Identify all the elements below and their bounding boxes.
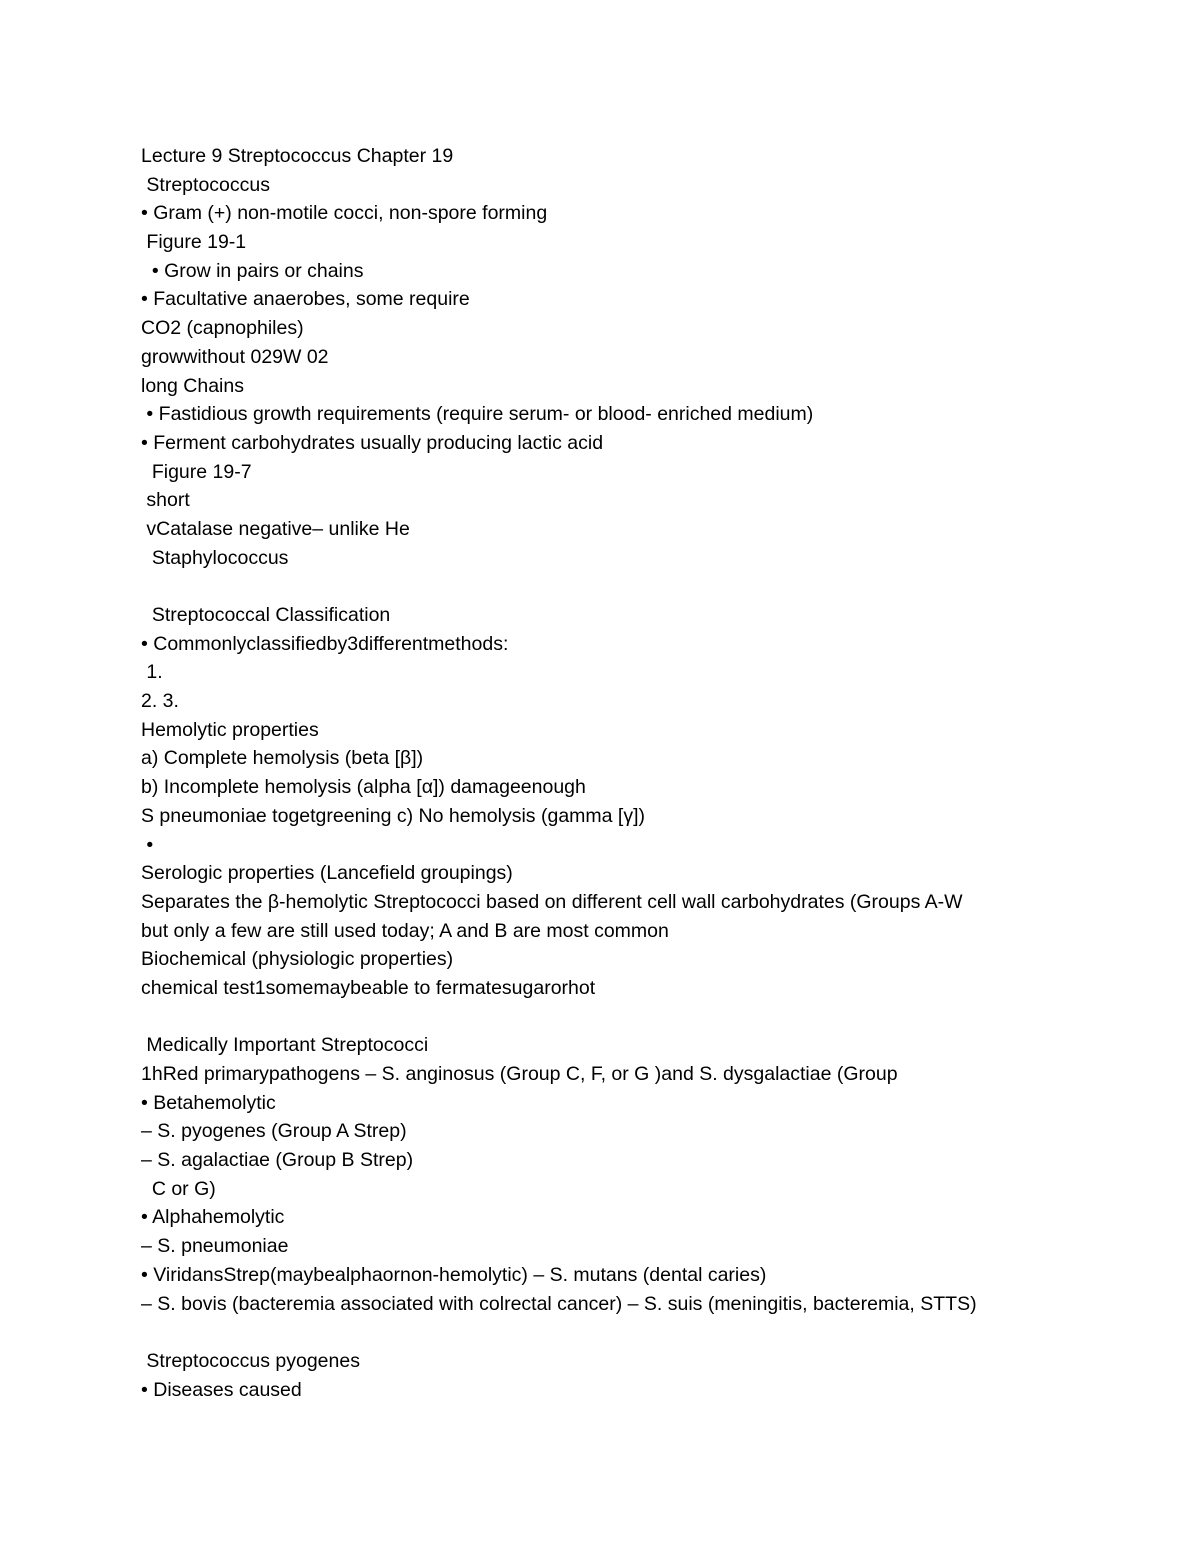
text-line: • Ferment carbohydrates usually producing lactic acid (141, 431, 604, 454)
text-line: b) Incomplete hemolysis (alpha [α]) damageenough (141, 776, 586, 799)
text-line: but only a few are still used today; A and B are most common (141, 919, 669, 942)
text-line: Streptococcus (141, 173, 270, 196)
text-line: Staphylococcus (141, 546, 289, 569)
text-line: short (141, 489, 190, 512)
text-line: – S. agalactiae (Group B Strep) (141, 1149, 414, 1172)
text-line: S pneumoniae togetgreening c) No hemolysis (gamma [γ]) (141, 804, 645, 827)
text-line: – S. pyogenes (Group A Strep) (141, 1120, 407, 1143)
text-line: • Betahemolytic (141, 1091, 276, 1114)
text-line: – S. bovis (bacteremia associated with colrectal cancer) – S. suis (meningitis, bacteremia, STTS) (141, 1292, 977, 1315)
text-line: long Chains (141, 374, 244, 397)
text-line: CO2 (capnophiles) (141, 317, 304, 340)
text-line: • Commonlyclassifiedby3differentmethods: (141, 632, 509, 655)
text-line: • Facultative anaerobes, some require (141, 288, 470, 311)
text-line: • Gram (+) non-motile cocci, non-spore forming (141, 202, 548, 225)
text-line: • Alphahemolytic (141, 1206, 285, 1229)
text-line: • Fastidious growth requirements (require serum- or blood- enriched medium) (141, 403, 814, 426)
text-line: Streptococcal Classification (141, 604, 391, 626)
text-line: vCatalase negative– unlike He (141, 517, 410, 540)
text-line: – S. pneumoniae (141, 1235, 289, 1258)
text-line: Streptococcus pyogenes (141, 1349, 360, 1372)
text-line: 2. 3. (141, 690, 179, 713)
text-line: Biochemical (physiologic properties) (141, 948, 454, 971)
blank-line (141, 1003, 1151, 1032)
document-body (141, 142, 1151, 1404)
text-line: • (141, 833, 154, 856)
text-line: 1. (141, 661, 163, 684)
text-line: Serologic properties (Lancefield groupings) (141, 862, 513, 885)
text-line: a) Complete hemolysis (beta [β]) (141, 747, 424, 770)
text-line: Medically Important Streptococci (141, 1034, 429, 1057)
text-line: • Grow in pairs or chains (141, 259, 364, 282)
text-line: • ViridansStrep(maybealphaornon-hemolytic) – S. mutans (dental caries) (141, 1263, 767, 1286)
text-line: Figure 19-7 (141, 460, 252, 483)
text-line: Lecture 9 Streptococcus Chapter 19 (141, 145, 454, 167)
blank-line (141, 572, 1151, 601)
text-line: C or G) (141, 1177, 216, 1200)
text-line: chemical test1somemaybeable to fermatesugarorhot (141, 976, 596, 999)
text-line: growwithout 029W 02 (141, 345, 329, 368)
text-line: Separates the β-hemolytic Streptococci based on different cell wall carbohydrates (Groups A-W (141, 890, 963, 913)
text-line: Hemolytic properties (141, 718, 319, 741)
text-line: Figure 19-1 (141, 231, 247, 254)
text-line: 1hRed primarypathogens – S. anginosus (Group C, F, or G )and S. dysgalactiae (Group (141, 1063, 898, 1085)
text-line: • Diseases caused (141, 1378, 302, 1401)
blank-line (141, 1318, 1151, 1347)
